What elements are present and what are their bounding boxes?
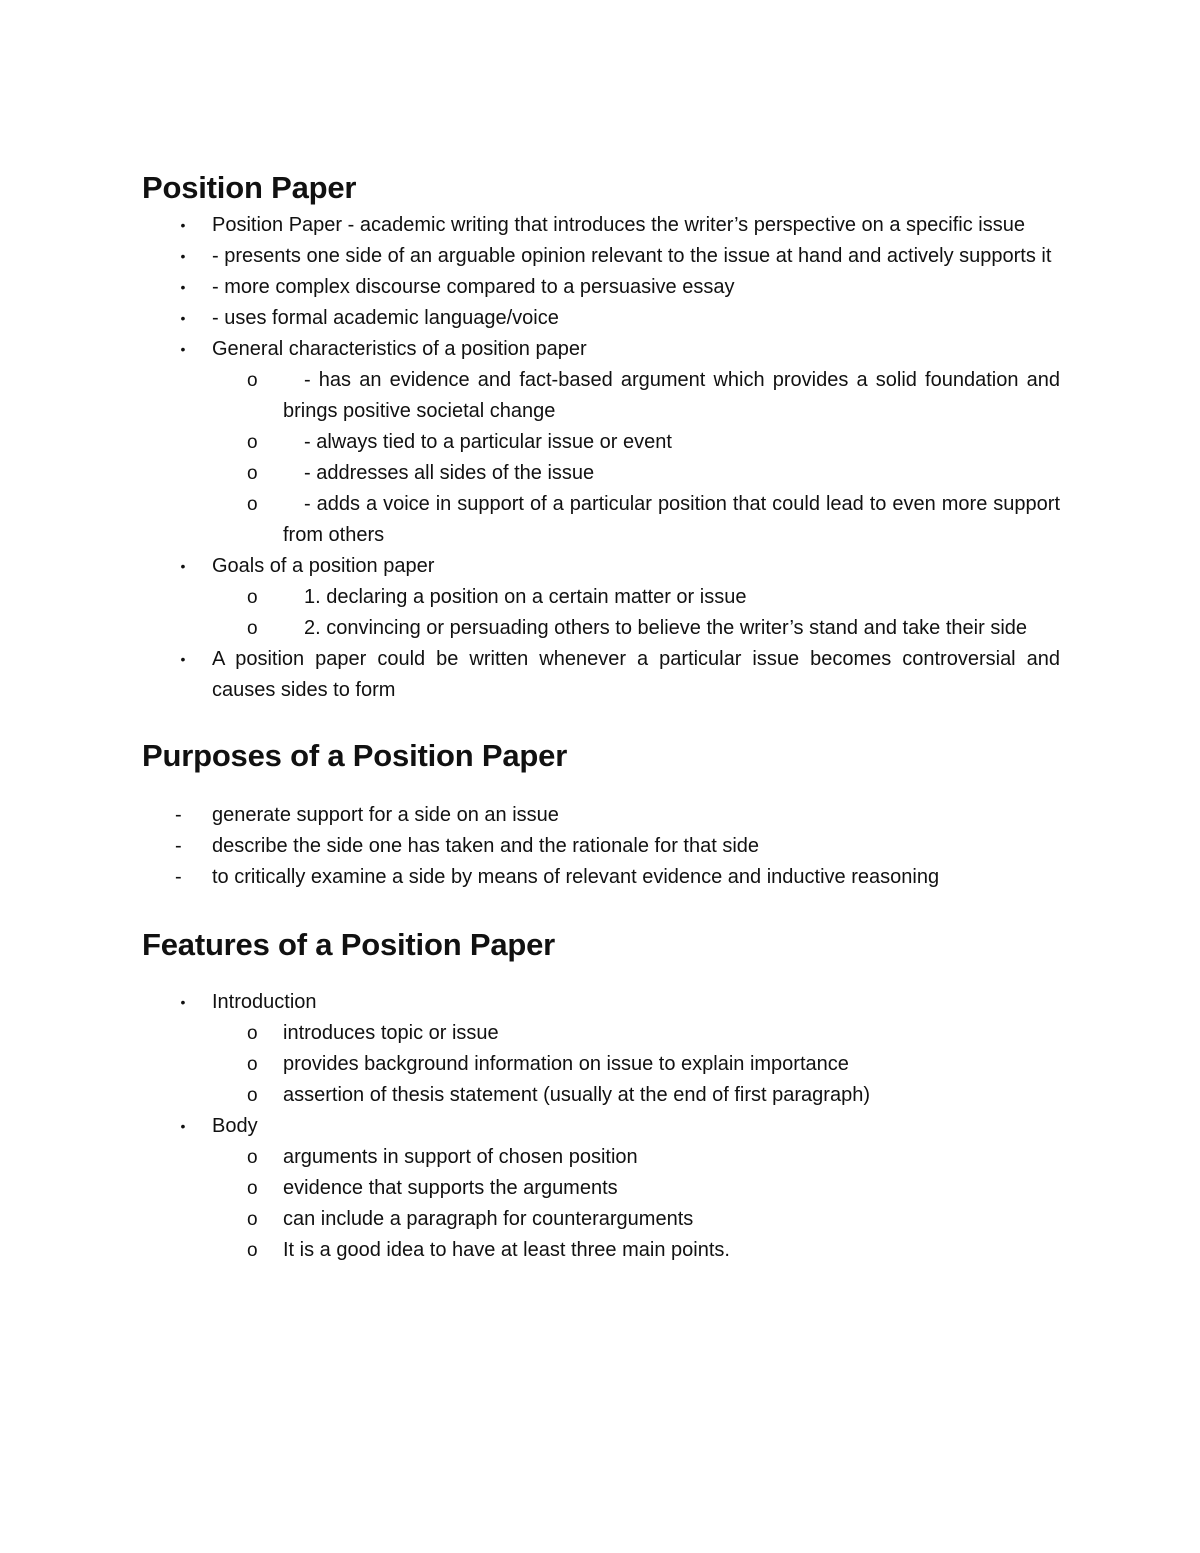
list-item-text: - uses formal academic language/voice <box>212 307 559 329</box>
sub-list-item <box>142 1204 1060 1235</box>
dash-marker: - <box>175 866 182 888</box>
list-item <box>142 800 1060 831</box>
sub-list <box>142 1142 1060 1266</box>
list-item <box>142 644 1060 706</box>
sub-bullet-marker: o <box>247 618 258 639</box>
list-item <box>142 334 1060 365</box>
bullet-list <box>142 1111 1060 1142</box>
list-item-text: generate support for a side on an issue <box>212 804 559 826</box>
sub-list-item-text: introduces topic or issue <box>283 1022 499 1044</box>
bullet-list <box>142 987 1060 1018</box>
bullet-marker: • <box>180 310 186 326</box>
bullet-marker: • <box>180 217 186 233</box>
bullet-list <box>142 210 1060 365</box>
bullet-marker: • <box>180 1118 186 1134</box>
sub-list-item <box>142 365 1060 427</box>
sub-list-item <box>142 489 1060 551</box>
bullet-marker: • <box>180 994 186 1010</box>
section-heading: Position Paper <box>142 170 357 205</box>
sub-list <box>142 1018 1060 1111</box>
list-item <box>142 210 1060 241</box>
list-item-text: Position Paper - academic writing that introduces the writer’s perspective on a specific issue <box>212 214 1025 236</box>
sub-list-item-text: provides background information on issue to explain importance <box>283 1053 849 1075</box>
sub-list-item-text: 2. convincing or persuading others to believe the writer’s stand and take their side <box>304 617 1028 639</box>
sub-list-item <box>142 427 1060 458</box>
section-purposes <box>142 734 1060 893</box>
list-item <box>142 551 1060 582</box>
list-item-text: - more complex discourse compared to a persuasive essay <box>212 276 735 298</box>
sub-list-item-text: - has an evidence and fact-based argument which provides a solid foundation and brings positive societal change <box>283 369 1060 422</box>
list-item <box>142 987 1060 1018</box>
sub-bullet-marker: o <box>247 432 258 453</box>
sub-list-item <box>142 582 1060 613</box>
section-heading: Features of a Position Paper <box>142 927 556 962</box>
section-position-paper <box>142 166 1060 706</box>
sub-bullet-marker: o <box>247 1240 258 1261</box>
sub-list-item <box>142 613 1060 644</box>
document-page <box>142 166 1060 1266</box>
sub-bullet-marker: o <box>247 1178 258 1199</box>
sub-list-item-text: assertion of thesis statement (usually at the end of first paragraph) <box>283 1084 870 1106</box>
list-item-text: describe the side one has taken and the rationale for that side <box>212 835 760 857</box>
section-features <box>142 923 1060 1266</box>
sub-list-item-text: 1. declaring a position on a certain matter or issue <box>304 586 747 608</box>
list-item-text: Goals of a position paper <box>212 555 435 577</box>
sub-list-item-text: - addresses all sides of the issue <box>304 462 595 484</box>
sub-bullet-marker: o <box>247 494 258 515</box>
sub-list-item <box>142 1142 1060 1173</box>
sub-bullet-marker: o <box>247 1147 258 1168</box>
list-item <box>142 303 1060 334</box>
sub-bullet-marker: o <box>247 1023 258 1044</box>
sub-bullet-marker: o <box>247 587 258 608</box>
bullet-marker: • <box>180 651 186 667</box>
list-item <box>142 862 1060 893</box>
sub-bullet-marker: o <box>247 1209 258 1230</box>
sub-list <box>142 365 1060 551</box>
sub-list-item <box>142 1235 1060 1266</box>
dash-marker: - <box>175 835 182 857</box>
list-item <box>142 272 1060 303</box>
list-item-text: Introduction <box>212 991 317 1013</box>
sub-list-item-text: arguments in support of chosen position <box>283 1146 638 1168</box>
sub-list-item <box>142 1080 1060 1111</box>
sub-list <box>142 582 1060 644</box>
bullet-marker: • <box>180 279 186 295</box>
list-item-text: - presents one side of an arguable opinion relevant to the issue at hand and actively supports it <box>212 245 1052 267</box>
sub-list-item-text: It is a good idea to have at least three main points. <box>283 1239 730 1261</box>
list-item-text: General characteristics of a position paper <box>212 338 587 360</box>
list-item-text: Body <box>212 1115 258 1137</box>
sub-list-item <box>142 1018 1060 1049</box>
sub-list-item-text: - always tied to a particular issue or event <box>304 431 672 453</box>
sub-list-item-text: - adds a voice in support of a particular position that could lead to even more support from others <box>283 493 1060 546</box>
sub-bullet-marker: o <box>247 1085 258 1106</box>
bullet-marker: • <box>180 558 186 574</box>
list-item <box>142 1111 1060 1142</box>
sub-bullet-marker: o <box>247 370 258 391</box>
sub-list-item-text: can include a paragraph for counterarguments <box>283 1208 694 1230</box>
sub-list-item <box>142 1173 1060 1204</box>
dash-marker: - <box>175 804 182 826</box>
list-item-text: to critically examine a side by means of relevant evidence and inductive reasoning <box>212 866 940 888</box>
section-heading: Purposes of a Position Paper <box>142 738 568 773</box>
list-item <box>142 241 1060 272</box>
bullet-list <box>142 644 1060 706</box>
sub-bullet-marker: o <box>247 1054 258 1075</box>
dash-list <box>142 800 1060 893</box>
sub-bullet-marker: o <box>247 463 258 484</box>
list-item <box>142 831 1060 862</box>
list-item-text: A position paper could be written whenever a particular issue becomes controversial and causes sides to form <box>212 648 1060 701</box>
bullet-marker: • <box>180 248 186 264</box>
sub-list-item <box>142 1049 1060 1080</box>
bullet-marker: • <box>180 341 186 357</box>
sub-list-item-text: evidence that supports the arguments <box>283 1177 618 1199</box>
bullet-list <box>142 551 1060 582</box>
sub-list-item <box>142 458 1060 489</box>
